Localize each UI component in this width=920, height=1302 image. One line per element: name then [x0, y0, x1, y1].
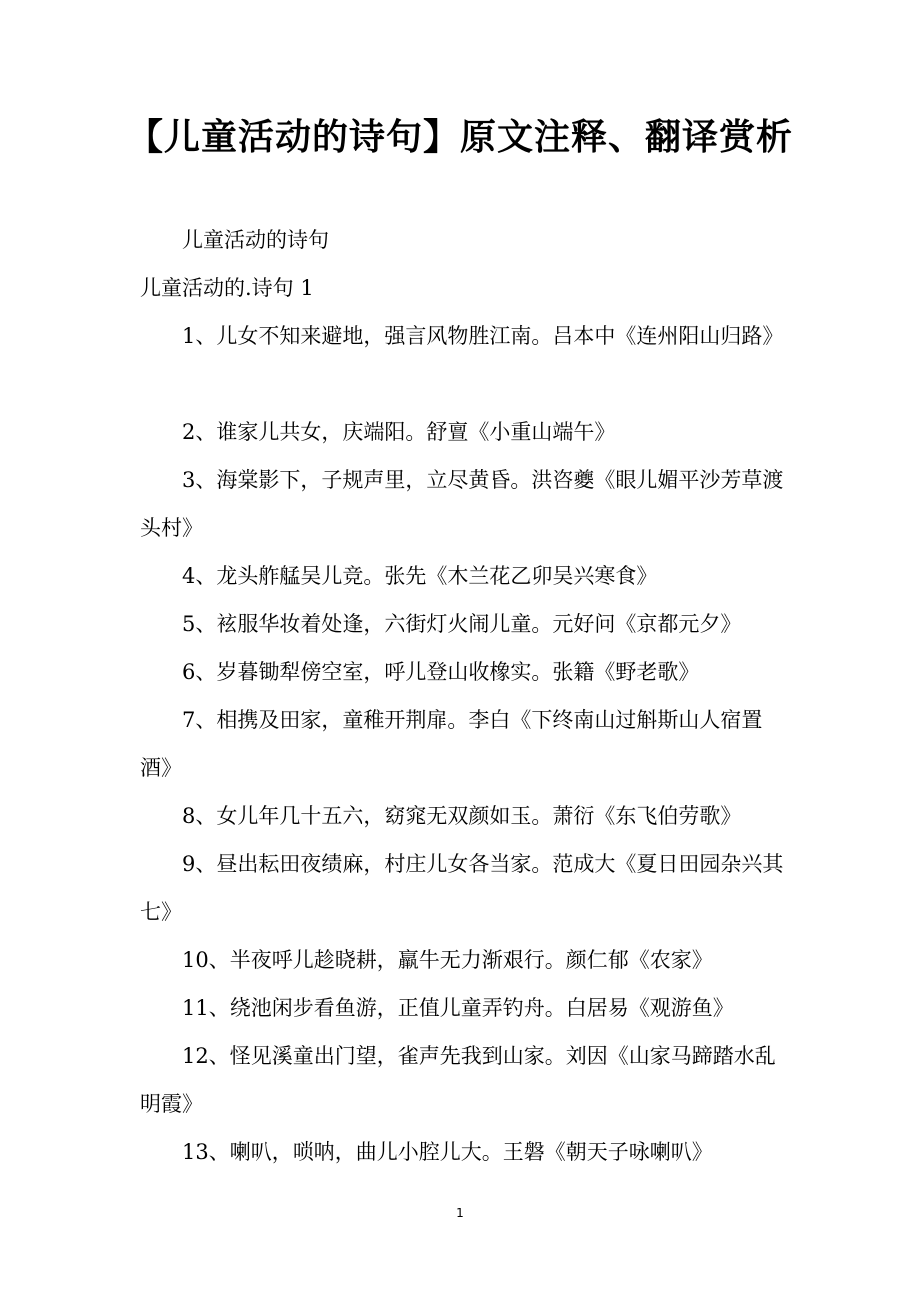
page-number: 1 [456, 1206, 464, 1220]
poem-line: 3、海棠影下，子规声里，立尽黄昏。洪咨夔《眼儿媚平沙芳草渡头村》 [140, 468, 784, 540]
poem-line: 9、昼出耘田夜绩麻，村庄儿女各当家。范成大《夏日田园杂兴其七》 [140, 852, 784, 924]
poem-line: 13、喇叭，唢呐，曲儿小腔儿大。王磐《朝天子咏喇叭》 [182, 1140, 713, 1164]
poem-line: 5、袨服华妆着处逢，六街灯火闹儿童。元好问《京都元夕》 [182, 612, 742, 636]
document-body [140, 216, 790, 1176]
poem-line: 12、怪见溪童出门望，雀声先我到山家。刘因《山家马蹄踏水乱明霞》 [140, 1044, 776, 1116]
blank-line [140, 360, 790, 408]
poem-line: 10、半夜呼儿趁晓耕，羸牛无力渐艰行。颜仁郁《农家》 [182, 948, 713, 972]
poem-line: 8、女儿年几十五六，窈窕无双颜如玉。萧衍《东飞伯劳歌》 [182, 804, 742, 828]
poem-line: 11、绕池闲步看鱼游，正值儿童弄钓舟。白居易《观游鱼》 [182, 996, 734, 1020]
intro-heading: 儿童活动的诗句 [182, 228, 329, 252]
poem-line: 7、相携及田家，童稚开荆扉。李白《下终南山过斛斯山人宿置酒》 [140, 708, 763, 780]
section-subheading: 儿童活动的.诗句 1 [140, 276, 314, 300]
poem-line: 4、龙头舴艋吴儿竞。张先《木兰花乙卯吴兴寒食》 [182, 564, 658, 588]
poem-line: 2、谁家儿共女，庆端阳。舒亶《小重山端午》 [182, 420, 616, 444]
document-title: 【儿童活动的诗句】原文注释、翻译赏析 [126, 117, 793, 158]
poem-line: 1、儿女不知来避地，强言风物胜江南。吕本中《连州阳山归路》 [182, 324, 784, 348]
poem-line: 6、岁暮锄犁傍空室，呼儿登山收橡实。张籍《野老歌》 [182, 660, 700, 684]
